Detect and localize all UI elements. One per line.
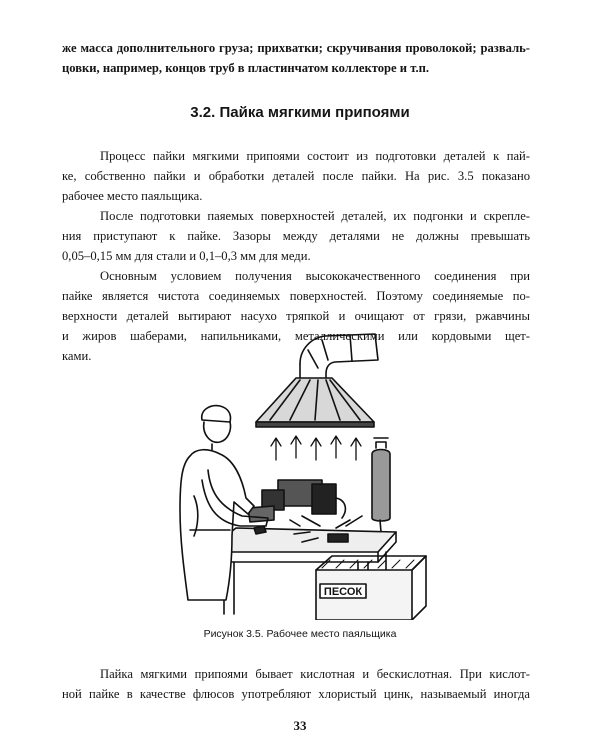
figure-caption: Рисунок 3.5. Рабочее место паяльщика [203, 628, 397, 640]
text-line: ной пайке в качестве флюсов употребляют хлористый цинк, называемый иногда [62, 687, 530, 701]
exhaust-hood [256, 378, 374, 427]
text-line: рабочее место паяльщика. [62, 189, 203, 203]
text-line: ния приступают к пайке. Зазоры между деталями не должны превышать [62, 229, 530, 243]
text-line: верхности деталей вытирают насухо тряпкой и очищают от грязи, ржавчины [62, 309, 530, 323]
text-line: и жиров шаберами, напильниками, металлическими или кордовыми щет- [62, 329, 530, 343]
worker-figure [180, 406, 268, 600]
text-line: Пайка мягкими припоями бывает кислотная и бескислотная. При кислот- [100, 667, 530, 681]
fume-arrows [271, 436, 361, 460]
text-line: ками. [62, 349, 92, 363]
text-line: цовки, например, концов труб в пластинчатом коллекторе и т.п. [62, 61, 429, 75]
text-line: Процесс пайки мягкими припоями состоит из подготовки деталей к пай- [100, 149, 530, 163]
text-line: После подготовки паяемых поверхностей деталей, их подгонки и скрепле- [100, 209, 530, 223]
section-heading: 3.2. Пайка мягкими припоями [190, 104, 410, 121]
text-line: же масса дополнительного груза; прихватки; скручивания проволокой; разваль- [62, 41, 530, 55]
page-number: 33 [293, 718, 307, 733]
text-line: 0,05–0,15 мм для стали и 0,1–0,3 мм для меди. [62, 249, 311, 263]
text-line: Основным условием получения высококачественного соединения при [100, 269, 530, 283]
soldering-workplace-illustration [150, 330, 460, 620]
exhaust-duct [300, 334, 378, 378]
text-line: пайке является чистота соединяемых поверхностей. Поэтому соединяемые по- [62, 289, 530, 303]
gas-cylinder [372, 438, 390, 544]
sand-box-label: ПЕСОК [323, 586, 363, 598]
text-line: ке, собственно пайки и обработки деталей после пайки. На рис. 3.5 показано [62, 169, 530, 183]
